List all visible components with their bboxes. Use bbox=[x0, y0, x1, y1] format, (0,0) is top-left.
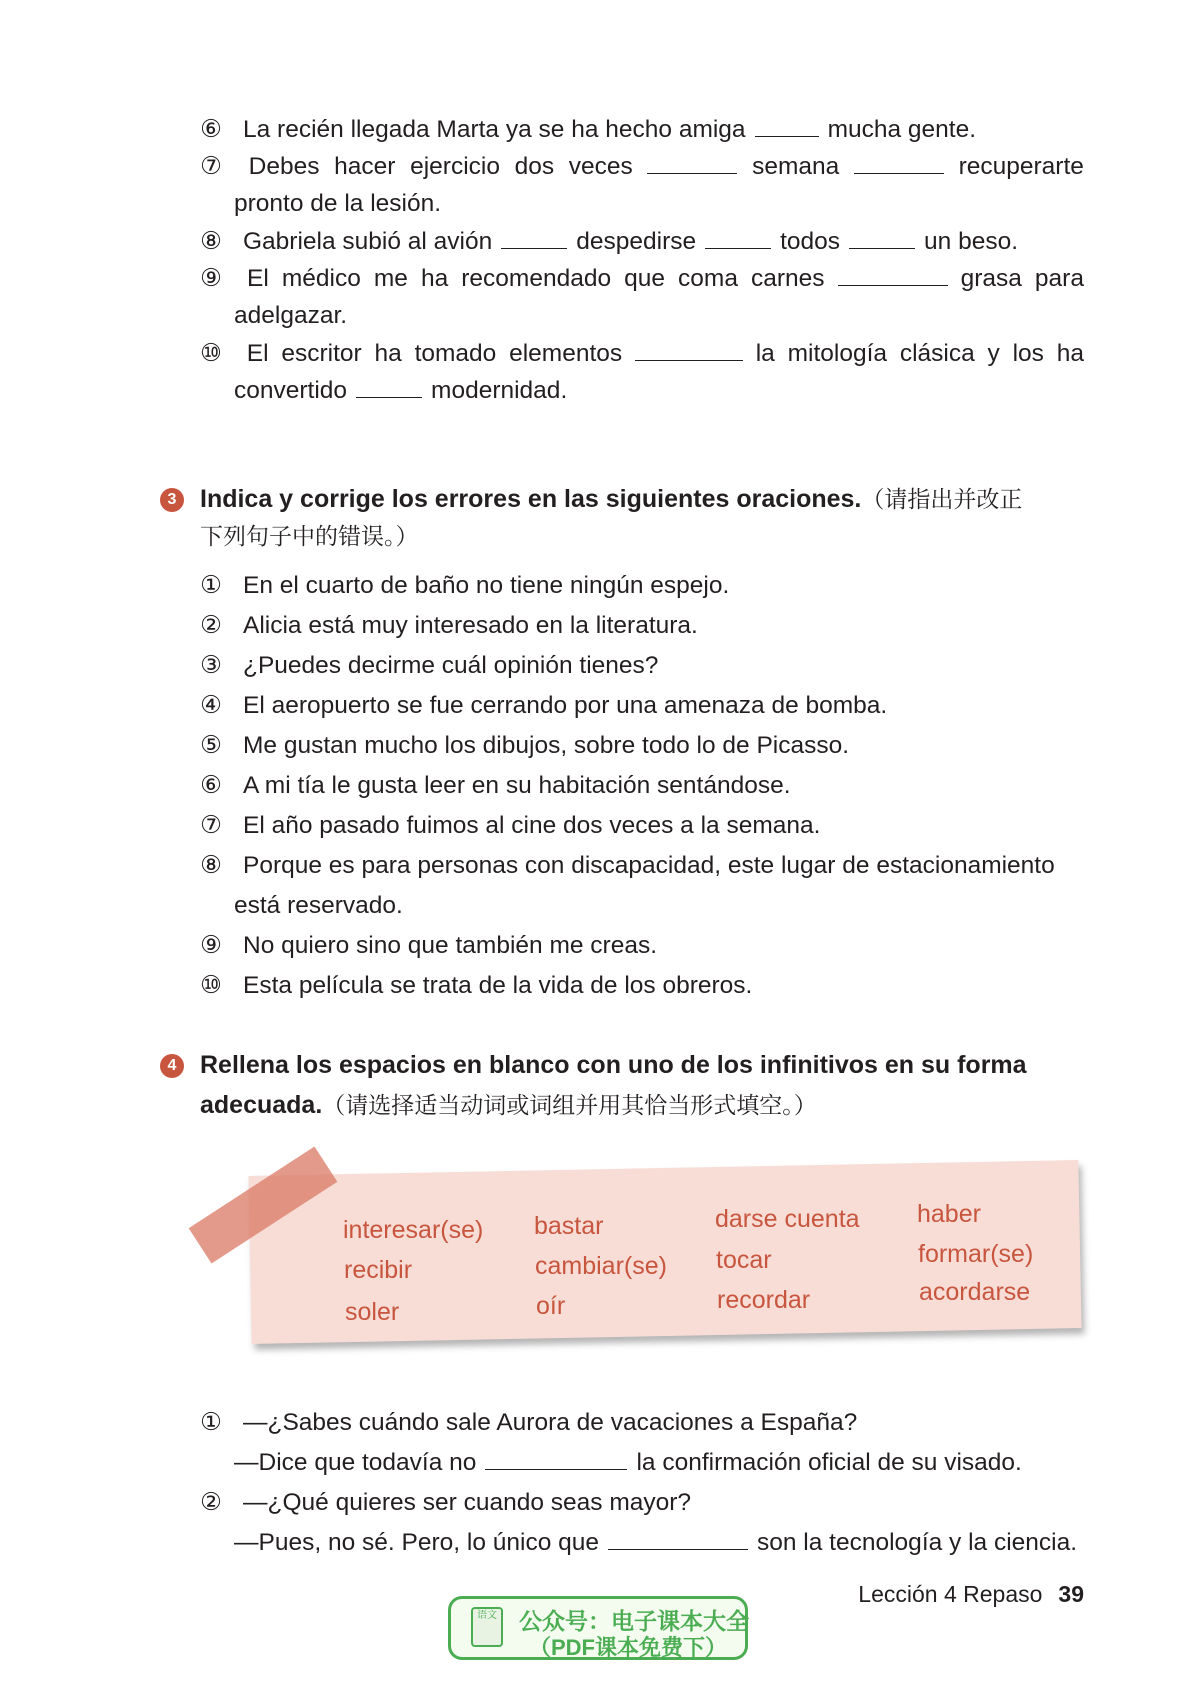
exercise-line-q9 bbox=[200, 259, 1084, 299]
fill-blank bbox=[608, 1529, 748, 1550]
fill-blank bbox=[647, 153, 737, 174]
sentence-text: El bbox=[246, 340, 269, 367]
sentence-text: Debes bbox=[248, 153, 320, 180]
fill-blank bbox=[485, 1449, 627, 1470]
fill-blank bbox=[635, 340, 743, 361]
dialogue-item-cont bbox=[234, 1443, 1084, 1483]
sentence-text: ha bbox=[374, 340, 402, 367]
sentence-text: me bbox=[373, 265, 408, 292]
sentence-text: El aeropuerto se fue cerrando por una amenaza de bomba. bbox=[243, 692, 888, 719]
sentence-text: ha bbox=[1056, 340, 1084, 367]
sentence-text: tomado bbox=[414, 340, 497, 367]
watermark-stamp bbox=[448, 1596, 748, 1660]
sentence-text: recomendado bbox=[461, 265, 612, 292]
word-bank-item: haber bbox=[917, 1200, 981, 1228]
page-footer bbox=[858, 1581, 1084, 1608]
sentence-text: y bbox=[987, 340, 1000, 367]
fill-blank bbox=[849, 228, 915, 249]
sentence-text: para bbox=[1034, 265, 1084, 292]
sentence-text: A mi tía le gusta leer en su habitación sentándose. bbox=[243, 772, 791, 799]
section-title-cn: （请选择适当动词或词组并用其恰当形式填空。） bbox=[322, 1092, 817, 1118]
exercise-line-q8 bbox=[200, 222, 1084, 262]
sentence-text: veces bbox=[568, 153, 633, 180]
sentence-text: elementos bbox=[509, 340, 623, 367]
sentence-text: grasa bbox=[960, 265, 1022, 292]
sentence-text: mitología bbox=[787, 340, 888, 367]
section-title-cn: 下列句子中的错误。） bbox=[200, 523, 419, 549]
sentence-text: No quiero sino que también me creas. bbox=[243, 932, 657, 959]
page-number: 39 bbox=[1058, 1581, 1084, 1607]
sentence-text: modernidad. bbox=[431, 377, 568, 404]
dialogue-line: —¿Sabes cuándo sale Aurora de vacaciones a España? bbox=[243, 1409, 858, 1436]
section-title: Indica y corrige los errores en las siguientes oraciones. bbox=[200, 485, 862, 513]
sentence-text: ¿Puedes decirme cuál opinión tienes? bbox=[243, 652, 659, 679]
sentence-text: El bbox=[247, 265, 269, 292]
sentence-text: escritor bbox=[281, 340, 362, 367]
sentence-text: dos bbox=[514, 153, 555, 180]
list-item bbox=[200, 766, 1084, 806]
sentence-text: ha bbox=[420, 265, 449, 292]
dialogue-item bbox=[200, 1403, 1084, 1443]
list-item-cont bbox=[234, 886, 1084, 926]
section-4-heading bbox=[200, 1045, 1084, 1085]
item-number: ② bbox=[200, 1489, 222, 1516]
word-bank-item: soler bbox=[345, 1298, 400, 1326]
item-number: ④ bbox=[200, 692, 222, 719]
sentence-text: convertido bbox=[234, 377, 348, 404]
dialogue-line: son la tecnología y la ciencia. bbox=[757, 1529, 1078, 1556]
sentence-text: Alicia está muy interesado en la literatura. bbox=[243, 612, 698, 639]
watermark-line-2: （PDF课本免费下） bbox=[529, 1635, 728, 1660]
word-bank-item: recordar bbox=[717, 1286, 811, 1314]
word-bank-item: formar(se) bbox=[918, 1240, 1034, 1268]
item-number: ⑤ bbox=[200, 732, 222, 759]
sentence-text: Esta película se trata de la vida de los obreros. bbox=[243, 972, 753, 999]
section-3-heading bbox=[200, 479, 1084, 519]
list-item bbox=[200, 726, 1084, 766]
dialogue-item-cont bbox=[234, 1523, 1084, 1563]
item-number: ⑩ bbox=[200, 972, 222, 999]
sentence-text: Porque es para personas con discapacidad, este lugar de estacionamiento bbox=[243, 852, 1055, 879]
sentence-text: mucha gente. bbox=[827, 116, 977, 143]
item-number: ⑥ bbox=[200, 772, 222, 799]
word-bank-item: acordarse bbox=[919, 1278, 1031, 1306]
word-bank-item: cambiar(se) bbox=[535, 1252, 667, 1280]
list-item bbox=[200, 926, 1084, 966]
list-item bbox=[200, 846, 1084, 886]
dialogue-line: —Pues, no sé. Pero, lo único que bbox=[234, 1529, 599, 1556]
exercise-line-q6 bbox=[200, 110, 1084, 150]
sentence-text: adelgazar. bbox=[234, 302, 348, 329]
sentence-text: Gabriela subió al avión bbox=[243, 228, 493, 255]
sentence-text: la bbox=[755, 340, 775, 367]
dialogue-line: —¿Qué quieres ser cuando seas mayor? bbox=[243, 1489, 692, 1516]
section-3-heading-cont bbox=[200, 516, 1084, 556]
item-number: ⑦ bbox=[200, 812, 222, 839]
book-icon: 语文 bbox=[471, 1607, 503, 1647]
list-item bbox=[200, 606, 1084, 646]
fill-blank bbox=[705, 228, 771, 249]
section-title-cn: （请指出并改正 bbox=[861, 486, 1023, 512]
fill-blank bbox=[755, 116, 819, 137]
sentence-text: despedirse bbox=[576, 228, 697, 255]
watermark-line-1: 公众号：电子课本大全 bbox=[519, 1608, 749, 1634]
word-bank-item: darse cuenta bbox=[715, 1205, 860, 1233]
item-number: ⑨ bbox=[200, 265, 222, 292]
item-number: ⑩ bbox=[200, 340, 222, 367]
list-item bbox=[200, 686, 1084, 726]
sentence-text: hacer bbox=[334, 153, 396, 180]
sentence-text: está reservado. bbox=[234, 892, 403, 919]
sentence-text: recuperarte bbox=[958, 153, 1084, 180]
sentence-text: semana bbox=[752, 153, 840, 180]
sentence-text: Me gustan mucho los dibujos, sobre todo lo de Picasso. bbox=[243, 732, 850, 759]
dialogue-item bbox=[200, 1483, 1084, 1523]
sentence-text: La recién llegada Marta ya se ha hecho amiga bbox=[243, 116, 746, 143]
fill-blank bbox=[854, 153, 944, 174]
sentence-text: pronto de la lesión. bbox=[234, 190, 442, 217]
sentence-text: El año pasado fuimos al cine dos veces a la semana. bbox=[243, 812, 821, 839]
item-number: ① bbox=[200, 572, 222, 599]
fill-blank bbox=[501, 228, 567, 249]
list-item bbox=[200, 966, 1084, 1006]
list-item bbox=[200, 566, 1084, 606]
sentence-text: un beso. bbox=[924, 228, 1019, 255]
section-title: Rellena los espacios en blanco con uno de los infinitivos en su forma bbox=[200, 1051, 1027, 1079]
exercise-line-q9-cont bbox=[234, 296, 1084, 336]
lesson-label: Lección 4 Repaso bbox=[858, 1581, 1043, 1607]
list-item bbox=[200, 806, 1084, 846]
fill-blank bbox=[838, 265, 948, 286]
sentence-text: los bbox=[1012, 340, 1044, 367]
exercise-line-q7-cont bbox=[234, 184, 1084, 224]
item-number: ⑦ bbox=[200, 153, 222, 180]
item-number: ⑥ bbox=[200, 116, 222, 143]
word-bank-item: tocar bbox=[716, 1246, 772, 1274]
fill-blank bbox=[356, 377, 422, 398]
sentence-text: clásica bbox=[899, 340, 975, 367]
item-number: ① bbox=[200, 1409, 222, 1436]
sentence-text: En el cuarto de baño no tiene ningún espejo. bbox=[243, 572, 730, 599]
item-number: ② bbox=[200, 612, 222, 639]
sentence-text: todos bbox=[780, 228, 841, 255]
exercise-line-q7 bbox=[200, 147, 1084, 187]
dialogue-line: la confirmación oficial de su visado. bbox=[636, 1449, 1022, 1476]
section-title: adecuada. bbox=[200, 1091, 323, 1119]
word-bank-item: interesar(se) bbox=[343, 1216, 484, 1244]
sentence-text: coma bbox=[678, 265, 738, 292]
sentence-text: carnes bbox=[750, 265, 825, 292]
sentence-text: médico bbox=[281, 265, 361, 292]
list-item bbox=[200, 646, 1084, 686]
section-3-badge: 3 bbox=[160, 488, 184, 512]
word-bank-item: bastar bbox=[534, 1212, 604, 1240]
sentence-text: que bbox=[624, 265, 665, 292]
exercise-line-q10 bbox=[200, 334, 1084, 374]
dialogue-line: —Dice que todavía no bbox=[234, 1449, 477, 1476]
sentence-text: ejercicio bbox=[410, 153, 500, 180]
exercise-line-q10-cont bbox=[234, 371, 1084, 411]
item-number: ⑨ bbox=[200, 932, 222, 959]
word-bank-item: oír bbox=[536, 1292, 566, 1320]
item-number: ⑧ bbox=[200, 228, 222, 255]
section-4-badge: 4 bbox=[160, 1054, 184, 1078]
word-bank-item: recibir bbox=[344, 1256, 413, 1284]
item-number: ⑧ bbox=[200, 852, 222, 879]
section-4-heading-cont bbox=[200, 1085, 1084, 1125]
item-number: ③ bbox=[200, 652, 222, 679]
